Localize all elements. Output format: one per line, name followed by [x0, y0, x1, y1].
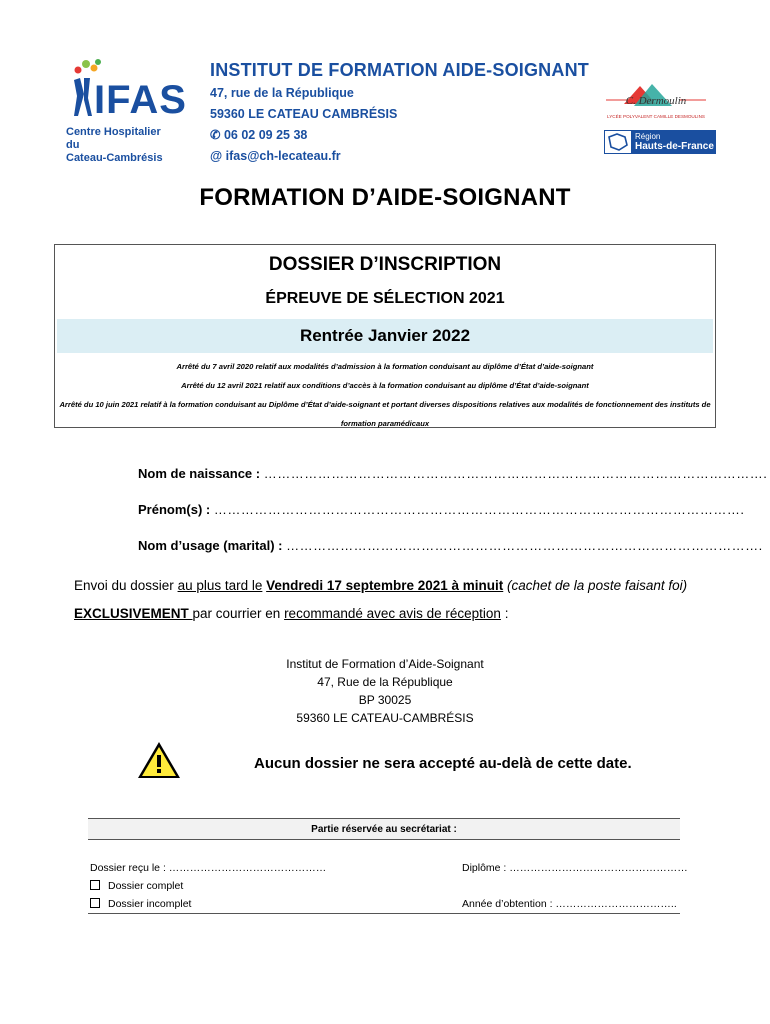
ifas-brand: IFAS: [94, 78, 187, 122]
envoi-deadline: Envoi du dossier au plus tard le Vendredi 17 septembre 2021 à minuit (cachet de la poste faisant foi): [74, 578, 688, 593]
region-mark-icon: [605, 131, 631, 153]
annee-obtention-field[interactable]: Année d’obtention : ……………………………..: [462, 898, 677, 910]
nom-usage-field[interactable]: Nom d’usage (marital) : …………………………………………………………………………………………….: [138, 538, 763, 553]
secretariat-bottom-rule: [88, 913, 680, 914]
ifas-subtitle: Centre Hospitalier du Cateau-Cambrésis: [66, 126, 163, 164]
legal-references: [59, 357, 711, 433]
region-logo: Région Hauts-de-France: [604, 130, 716, 154]
nom-naissance-field[interactable]: Nom de naissance : ………………………………………………………………………………………………….: [138, 466, 768, 481]
inscription-box: [54, 244, 716, 428]
ifas-logo: [64, 58, 187, 164]
institute-name: INSTITUT DE FORMATION AIDE-SOIGNANT: [210, 60, 589, 80]
secretariat-title: Partie réservée au secrétariat :: [88, 818, 680, 840]
diplome-field[interactable]: Diplôme : ……………………………………………: [462, 862, 688, 874]
page-title: FORMATION D’AIDE-SOIGNANT: [199, 184, 571, 211]
institute-email: @ ifas@ch-lecateau.fr: [210, 149, 341, 163]
institute-info: [210, 60, 589, 163]
prenom-field[interactable]: Prénom(s) : ……………………………………………………………………………………………………….: [138, 502, 745, 517]
secretariat-section: [88, 818, 688, 914]
institute-city: 59360 LE CATEAU CAMBRÉSIS: [210, 107, 398, 121]
checkbox-icon[interactable]: [90, 898, 100, 908]
lycee-logo: [600, 82, 712, 124]
envoi-method: EXCLUSIVEMENT par courrier en recommandé avec avis de réception :: [74, 606, 509, 621]
institute-phone: ✆ 06 02 09 25 38: [210, 128, 308, 142]
checkbox-icon[interactable]: [90, 880, 100, 890]
postal-address: Institut de Formation d’Aide-Soignant 47, Rue de la République BP 30025 59360 LE CATEAU-CAMBRÉSIS: [286, 657, 484, 725]
svg-text:C. Dermoulin: C. Dermoulin: [625, 95, 687, 107]
warning-icon: [136, 740, 182, 780]
dossier-incomplet-checkbox[interactable]: Dossier incomplet: [90, 898, 191, 910]
box-subtitle: ÉPREUVE DE SÉLECTION 2021: [265, 290, 505, 307]
legal-line: Arrêté du 12 avril 2021 relatif aux conditions d’accès à la formation conduisant au diplôme d’État d’aide-soignant: [181, 381, 589, 390]
warning-text: Aucun dossier ne sera accepté au-delà de cette date.: [254, 755, 632, 772]
box-title: DOSSIER D’INSCRIPTION: [268, 254, 502, 275]
svg-text:LYCÉE POLYVALENT CAMILLE DESMO: LYCÉE POLYVALENT CAMILLE DESMOULINS: [607, 114, 705, 119]
rentree-band: Rentrée Janvier 2022: [57, 319, 713, 353]
dossier-complet-checkbox[interactable]: Dossier complet: [90, 880, 183, 892]
legal-line: Arrêté du 7 avril 2020 relatif aux modalités d’admission à la formation conduisant au diplôme d’État d’aide-soignant: [176, 362, 594, 371]
dossier-recu-field[interactable]: Dossier reçu le : ………………………………………: [90, 862, 327, 874]
institute-street: 47, rue de la République: [210, 86, 354, 100]
legal-line: Arrêté du 10 juin 2021 relatif à la formation conduisant au Diplôme d’État d’aide-soignant et portant diverses dispositions relatives aux modalités de fonctionnement des instituts de formation paramédicaux: [59, 400, 711, 428]
